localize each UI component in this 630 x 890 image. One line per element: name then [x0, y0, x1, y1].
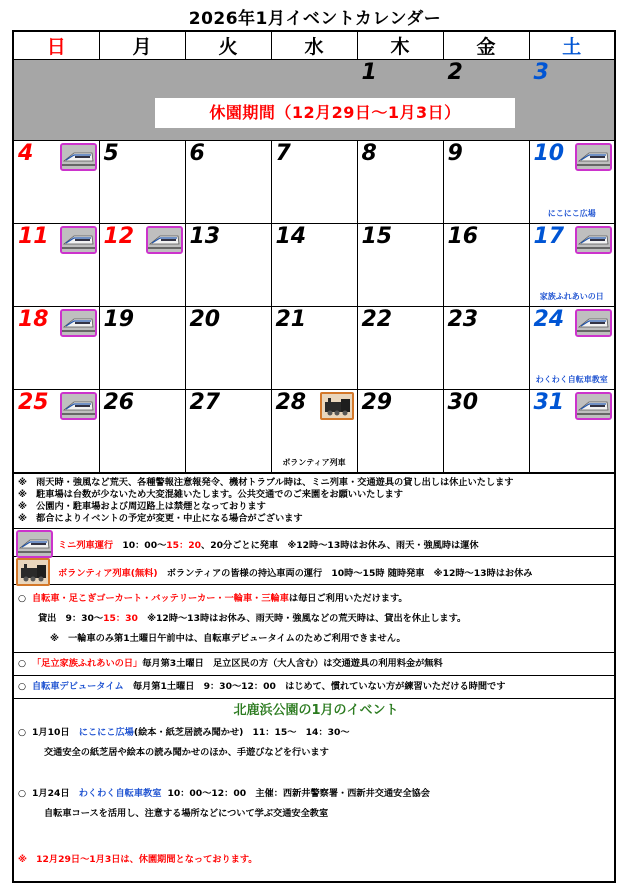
page-title: 2026年1月イベントカレンダー — [188, 9, 442, 29]
circle-bullet: ○ — [18, 681, 27, 692]
general-note: ※ 都合によりイベントの予定が変更・中止になる場合がございます — [18, 513, 303, 524]
mini-train-icon — [60, 309, 97, 337]
volunteer-train-detail: ボランティアの皆様の持込車両の運行 10時～15時 随時発車 ※12時～13時はお休み — [166, 568, 533, 579]
mini-train-end-time: 15：20 — [166, 540, 202, 551]
day-number: 15 — [361, 224, 393, 249]
notes-panel — [12, 472, 616, 883]
weekday-header: 月 — [99, 31, 185, 60]
calendar-day-cell — [357, 390, 443, 473]
calendar-day-cell — [185, 307, 271, 390]
family-day-name: 「足立家族ふれあいの日」 — [32, 658, 143, 669]
day-number: 26 — [103, 390, 135, 415]
day-number: 4 — [18, 141, 34, 166]
calendar-day-cell — [185, 141, 271, 224]
calendar-day-cell — [13, 141, 99, 224]
mini-train-icon — [575, 392, 612, 420]
calendar-day-cell — [13, 224, 99, 307]
closing-note: ※ 12月29日～1月3日は、休園期間となっております。 — [18, 854, 258, 865]
day-number: 31 — [533, 390, 565, 415]
weekday-header: 火 — [185, 31, 271, 60]
calendar-day-cell — [13, 307, 99, 390]
volunteer-train-name: ボランティア列車(無料) — [58, 568, 158, 579]
calendar-day-cell — [99, 390, 185, 473]
cell-event-label: にこにこ広場 — [547, 209, 596, 218]
event2-description: 自転車コースを活用し、注意する場所などについて学ぶ交通安全教室 — [44, 808, 329, 819]
day-number: 21 — [275, 307, 307, 332]
weekday-header: 日 — [13, 31, 99, 60]
cell-event-label: ボランティア列車 — [282, 457, 346, 467]
calendar-day-cell — [185, 224, 271, 307]
rental-info — [14, 585, 614, 653]
calendar-day-cell — [271, 224, 357, 307]
weekday-header-row — [13, 31, 615, 60]
event1-detail: (絵本・紙芝居読み聞かせ) 11：15～ 14：30～ — [133, 727, 350, 738]
volunteer-train-info — [14, 557, 614, 585]
day-number: 20 — [189, 307, 221, 332]
circle-bullet: ○ — [18, 593, 27, 604]
calendar-day-cell — [271, 390, 357, 473]
circle-bullet: ○ — [18, 788, 27, 799]
calendar-day-cell — [529, 390, 615, 473]
calendar-day-cell — [185, 390, 271, 473]
steam-train-icon — [16, 558, 50, 586]
mini-train-icon — [60, 392, 97, 420]
event1-description: 交通安全の紙芝居や絵本の読み聞かせのほか、手遊びなどを行います — [44, 747, 329, 758]
family-day-info — [14, 653, 614, 676]
mini-train-icon — [146, 226, 183, 254]
events-title: 北鹿浜公園の1月のイベント — [233, 703, 399, 718]
calendar-day-cell — [13, 60, 99, 141]
general-note: ※ 駐車場は台数が少ないため大変混雑いたします。公共交通でのご来園をお願いいたします — [18, 489, 403, 500]
cell-event-label: 家族ふれあいの日 — [539, 292, 604, 301]
family-day-detail: 毎月第3土曜日 足立区民の方（大人含む）は交通遊具の利用料金が無料 — [142, 658, 443, 669]
event2-name: わくわく自転車教室 — [78, 788, 162, 799]
day-number: 6 — [189, 141, 205, 166]
mini-train-icon — [60, 226, 97, 254]
events-section — [14, 699, 614, 870]
event2-date: 1月24日 — [32, 788, 70, 799]
rental-items: 自転車・足こぎゴーカート・バッテリーカー・一輪車・三輪車 — [32, 593, 289, 604]
event1-name: にこにこ広場 — [78, 727, 134, 738]
day-number: 2 — [447, 60, 463, 85]
calendar-week — [13, 307, 615, 390]
calendar-day-cell — [529, 60, 615, 141]
closed-period-banner: 休園期間（12月29日～1月3日） — [155, 98, 515, 128]
day-number: 14 — [275, 224, 307, 249]
mini-train-detail: 、20分ごとに発車 ※12時～13時はお休み、雨天・強風時は運休 — [201, 540, 479, 551]
calendar-day-cell — [271, 307, 357, 390]
bike-debut-detail: 毎月第1土曜日 9：30～12：00 はじめて、慣れていない方が練習いただける時間です — [123, 681, 506, 692]
day-number: 5 — [103, 141, 119, 166]
rental-hours-note: ※12時～13時はお休み、雨天時・強風などの荒天時は、貸出を休止します。 — [137, 613, 467, 624]
day-number: 7 — [275, 141, 291, 166]
general-note: ※ 公園内・駐車場および周辺路上は禁煙となっております — [18, 501, 266, 512]
calendar-day-cell — [99, 141, 185, 224]
calendar-day-cell — [357, 307, 443, 390]
calendar-grid — [12, 30, 616, 474]
weekday-header: 土 — [529, 31, 615, 60]
circle-bullet: ○ — [18, 658, 27, 669]
day-number: 23 — [447, 307, 479, 332]
day-number: 3 — [533, 60, 549, 85]
weekday-header: 金 — [443, 31, 529, 60]
calendar-day-cell — [13, 390, 99, 473]
day-number: 11 — [18, 224, 49, 249]
weekday-header: 水 — [271, 31, 357, 60]
rental-suffix: は毎日ご利用いただけます。 — [288, 593, 408, 604]
calendar-day-cell — [443, 390, 529, 473]
cell-event-label: わくわく自転車教室 — [535, 375, 608, 384]
day-number: 22 — [361, 307, 393, 332]
calendar-day-cell — [357, 141, 443, 224]
calendar-day-cell — [271, 141, 357, 224]
rental-hours: 貸出 9：30～ — [38, 613, 104, 624]
day-number: 19 — [103, 307, 135, 332]
calendar-day-cell — [529, 307, 615, 390]
day-number: 17 — [533, 224, 565, 249]
event1-date: 1月10日 — [32, 727, 70, 738]
day-number: 29 — [361, 390, 393, 415]
calendar-day-cell — [99, 307, 185, 390]
steam-train-icon — [320, 392, 354, 420]
day-number: 9 — [447, 141, 463, 166]
day-number: 13 — [189, 224, 221, 249]
day-number: 24 — [533, 307, 565, 332]
mini-train-name: ミニ列車運行 — [58, 540, 114, 551]
calendar-day-cell — [443, 307, 529, 390]
mini-train-icon — [60, 143, 97, 171]
calendar-day-cell — [529, 141, 615, 224]
day-number: 10 — [533, 141, 565, 166]
calendar-day-cell — [357, 224, 443, 307]
mini-train-icon — [575, 143, 612, 171]
mini-train-info — [14, 529, 614, 557]
day-number: 28 — [275, 390, 307, 415]
day-number: 16 — [447, 224, 479, 249]
circle-bullet: ○ — [18, 727, 27, 738]
mini-train-icon — [575, 226, 612, 254]
calendar-week — [13, 224, 615, 307]
bike-debut-name: 自転車デビュータイム — [32, 681, 124, 692]
day-number: 1 — [361, 60, 377, 85]
calendar-week — [13, 141, 615, 224]
day-number: 12 — [103, 224, 135, 249]
mini-train-icon — [575, 309, 612, 337]
day-number: 30 — [447, 390, 479, 415]
general-note: ※ 雨天時・強風など荒天、各種警報注意報発令、機材トラブル時は、ミニ列車・交通遊具の貸し出しは休止いたします — [18, 477, 514, 488]
general-notes — [14, 472, 614, 529]
calendar-day-cell — [529, 224, 615, 307]
day-number: 25 — [18, 390, 49, 415]
day-number: 8 — [361, 141, 377, 166]
calendar-day-cell — [443, 141, 529, 224]
day-number: 18 — [18, 307, 49, 332]
weekday-header: 木 — [357, 31, 443, 60]
calendar-day-cell — [99, 224, 185, 307]
calendar-week — [13, 390, 615, 473]
bike-debut-info — [14, 676, 614, 699]
rental-unicycle-note: ※ 一輪車のみ第1土曜日午前中は、自転車デビュータイムのためご利用できません。 — [50, 633, 406, 644]
event2-detail: 10：00～12：00 主催：西新井警察署・西新井交通安全協会 — [167, 788, 430, 799]
calendar-day-cell — [443, 224, 529, 307]
day-number: 27 — [189, 390, 221, 415]
rental-end-time: 15：30 — [103, 613, 138, 624]
mini-train-time: 10：00～ — [122, 540, 167, 551]
mini-train-icon — [16, 530, 53, 558]
